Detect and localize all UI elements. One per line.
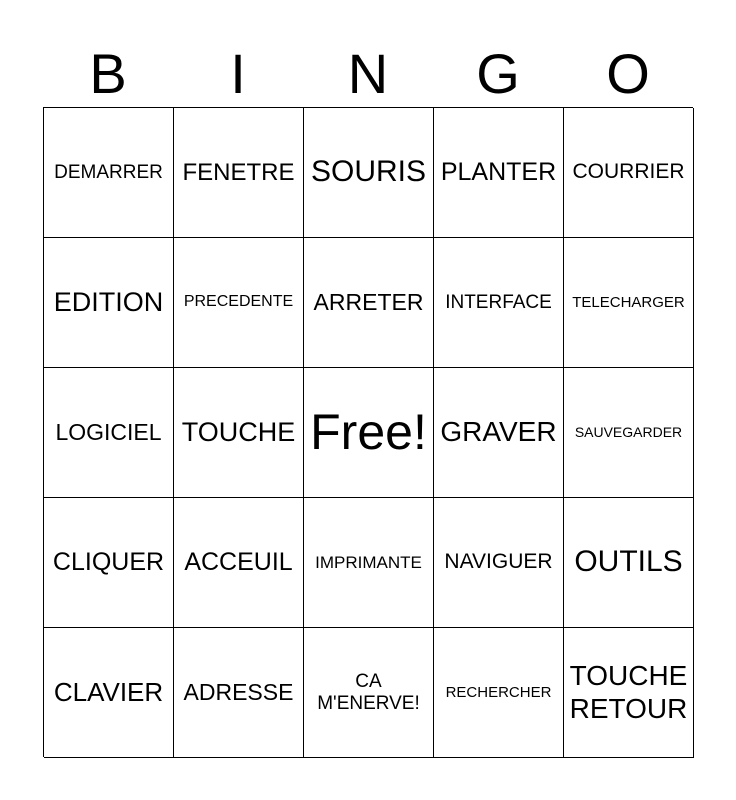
free-space[interactable]: Free!: [304, 368, 434, 498]
bingo-cell[interactable]: NAVIGUER: [434, 498, 564, 628]
bingo-cell[interactable]: EDITION: [44, 238, 174, 368]
bingo-cell[interactable]: PRECEDENTE: [174, 238, 304, 368]
bingo-cell[interactable]: CA M'ENERVE!: [304, 628, 434, 758]
header-letter-o: O: [606, 42, 650, 105]
bingo-board: [43, 107, 693, 757]
bingo-cell[interactable]: FENETRE: [174, 108, 304, 238]
bingo-cell[interactable]: CLIQUER: [44, 498, 174, 628]
bingo-cell[interactable]: TOUCHE: [174, 368, 304, 498]
bingo-cell[interactable]: RECHERCHER: [434, 628, 564, 758]
bingo-cell[interactable]: ADRESSE: [174, 628, 304, 758]
bingo-cell[interactable]: ARRETER: [304, 238, 434, 368]
bingo-cell[interactable]: SAUVEGARDER: [564, 368, 694, 498]
bingo-cell[interactable]: DEMARRER: [44, 108, 174, 238]
bingo-cell[interactable]: CLAVIER: [44, 628, 174, 758]
header-letter-i: I: [230, 42, 246, 105]
bingo-cell[interactable]: TELECHARGER: [564, 238, 694, 368]
bingo-cell[interactable]: PLANTER: [434, 108, 564, 238]
bingo-cell[interactable]: GRAVER: [434, 368, 564, 498]
bingo-cell[interactable]: TOUCHE RETOUR: [564, 628, 694, 758]
bingo-header: [43, 40, 693, 108]
header-letter-b: B: [89, 42, 127, 105]
bingo-cell[interactable]: COURRIER: [564, 108, 694, 238]
bingo-cell[interactable]: INTERFACE: [434, 238, 564, 368]
bingo-cell[interactable]: IMPRIMANTE: [304, 498, 434, 628]
bingo-cell[interactable]: OUTILS: [564, 498, 694, 628]
header-letter-g: G: [476, 42, 520, 105]
header-letter-n: N: [347, 42, 389, 105]
bingo-cell[interactable]: LOGICIEL: [44, 368, 174, 498]
bingo-cell[interactable]: SOURIS: [304, 108, 434, 238]
bingo-cell[interactable]: ACCEUIL: [174, 498, 304, 628]
